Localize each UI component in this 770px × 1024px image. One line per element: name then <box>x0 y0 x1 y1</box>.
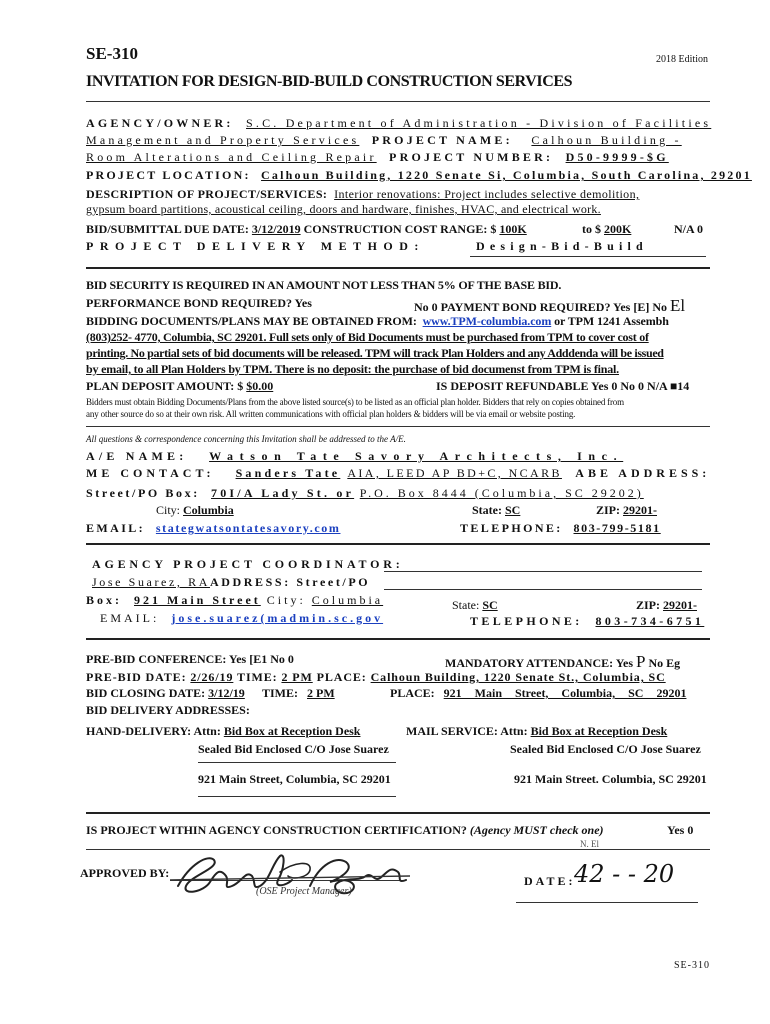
footer-form-id: SE-310 <box>674 960 710 971</box>
closing-place-line <box>390 686 686 701</box>
location-label: PROJECT LOCATION: <box>86 168 251 182</box>
cost-low-value: 100K <box>499 222 527 236</box>
closing-date-line <box>86 686 245 701</box>
ae-address-label: ABE ADDRESS: <box>575 466 711 480</box>
ae-street-label: Street/PO Box: <box>86 486 200 500</box>
description-label: DESCRIPTION OF PROJECT/SERVICES: <box>86 187 328 201</box>
closing-time-label: TIME: <box>262 686 298 700</box>
bidding-docs-line-1 <box>86 314 669 329</box>
bidding-docs-line-4: by email, to all Plan Holders by TPM. There is no deposit: the purchase of bid documenst from TPM is final. <box>86 362 619 376</box>
coordinator-phone-line <box>470 614 704 629</box>
bid-due-line <box>86 222 527 237</box>
cost-to-label: to $ <box>582 222 601 236</box>
signature-caption: (OSE Project Manager) <box>256 886 352 897</box>
mail-service-label: MAIL SERVICE: Attn: <box>406 724 528 738</box>
agency-owner-label: AGENCY/OWNER: <box>86 116 234 130</box>
payment-bond-label: No 0 PAYMENT BOND REQUIRED? Yes [E] No <box>414 300 668 314</box>
coordinator-address-rule <box>384 589 702 590</box>
coordinator-email-line <box>100 611 383 626</box>
coordinator-name: Jose Suarez, RA <box>92 575 210 589</box>
prebid-date-line <box>86 670 666 685</box>
section-rule-1 <box>86 267 710 269</box>
coordinator-phone-value: 803-734-6751 <box>595 614 705 628</box>
form-id: SE-310 <box>86 44 138 63</box>
agency-owner-value-2: Management and Property Services <box>86 133 360 147</box>
plan-deposit <box>86 379 273 394</box>
delivery-method-label: PROJECT DELIVERY METHOD: <box>86 239 425 253</box>
ae-zip <box>596 503 657 518</box>
project-number-value: D50-9999-$G <box>565 150 669 164</box>
ae-zip-value: 29201- <box>623 503 657 517</box>
coordinator-name-line <box>92 575 370 590</box>
agency-line-2 <box>86 133 682 148</box>
hand-delivery <box>86 724 360 739</box>
delivery-method-value: Design-Bid-Build <box>476 239 648 253</box>
ae-email-value[interactable]: stategwatsontatesavory.com <box>155 521 341 535</box>
mail-service-line-3: 921 Main Street. Columbia, SC 29201 <box>514 772 707 786</box>
closing-time-line <box>262 686 335 701</box>
hand-delivery-rule-2 <box>198 796 396 797</box>
mandatory-mark: P <box>636 652 646 671</box>
mail-service-line-2: Sealed Bid Enclosed C/O Jose Suarez <box>510 742 701 756</box>
ae-street-line <box>86 486 644 501</box>
mail-service <box>406 724 667 739</box>
section-rule-3 <box>86 543 710 545</box>
ae-contact-line <box>86 466 710 481</box>
ae-contact-creds: AIA, LEED AP BD+C, NCARB <box>347 466 562 480</box>
agency-line-3 <box>86 150 669 165</box>
ae-po-value: P.O. Box 8444 (Columbia, SC 29202) <box>359 486 644 500</box>
ae-name-value: Watson Tate Savory Architects, Inc. <box>209 449 624 463</box>
ae-street-value: 70I/A Lady St. or <box>211 486 355 500</box>
ae-email-line <box>86 521 340 536</box>
cost-high-value: 200K <box>604 222 632 236</box>
ae-state-label: State: <box>472 503 502 517</box>
delivery-method-rule <box>470 256 706 257</box>
ae-city <box>156 503 234 518</box>
bid-delivery-label: BID DELIVERY ADDRESSES: <box>86 703 250 717</box>
ae-city-value: Columbia <box>183 503 234 517</box>
ae-name-label: A/E NAME: <box>86 449 188 463</box>
edition-label: 2018 Edition <box>656 54 708 65</box>
agency-owner-value: S.C. Department of Administration - Division of Facilities <box>246 116 712 130</box>
hand-delivery-line-2: Sealed Bid Enclosed C/O Jose Suarez <box>198 742 389 756</box>
payment-bond-mark: El <box>670 296 686 315</box>
mandatory-label: MANDATORY ATTENDANCE: Yes <box>445 656 634 670</box>
coordinator-zip <box>636 598 697 613</box>
bidding-docs-label: BIDDING DOCUMENTS/PLANS MAY BE OBTAINED FROM: <box>86 314 417 328</box>
coordinator-state-value: SC <box>482 598 498 612</box>
closing-date-label: BID CLOSING DATE: <box>86 686 206 700</box>
certification-note: (Agency MUST check one) <box>469 823 604 837</box>
approved-by-label: APPROVED BY: <box>80 866 170 880</box>
approval-date-label: DATE: <box>524 874 576 888</box>
prebid-place-label: PLACE: <box>316 670 367 684</box>
plan-deposit-value: $0.00 <box>246 379 274 393</box>
cost-range-label: CONSTRUCTION COST RANGE: $ <box>303 222 497 236</box>
description-line-1 <box>86 187 639 202</box>
certification-answer-2: N. El <box>580 839 599 849</box>
coordinator-city-label: City: <box>266 593 306 607</box>
form-title: INVITATION FOR DESIGN-BID-BUILD CONSTRUCTION SERVICES <box>86 73 573 90</box>
ae-name-line <box>86 449 623 464</box>
closing-time-value: 2 PM <box>307 686 335 700</box>
bid-security-text: BID SECURITY IS REQUIRED IN AN AMOUNT NOT LESS THAN 5% OF THE BASE BID. <box>86 278 562 292</box>
agency-line-1 <box>86 116 711 131</box>
coordinator-zip-label: ZIP: <box>636 598 660 612</box>
location-value: Calhoun Building, 1220 Senate Si, Columbia, South Carolina, 29201 <box>261 168 752 182</box>
plan-deposit-label: PLAN DEPOSIT AMOUNT: $ <box>86 379 244 393</box>
hand-delivery-rule-1 <box>198 762 396 763</box>
description-value-1: Interior renovations: Project includes selective demolition, <box>334 187 640 201</box>
bid-due-value: 3/12/2019 <box>251 222 301 236</box>
description-value-2: gypsum board partitions, acoustical ceiling, doors and hardware, finishes, HVAC, and electrical work. <box>86 202 601 216</box>
small-print-1: Bidders must obtain Bidding Documents/Plans from the above listed source(s) to be listed as an official plan holder. Bidders that rely on copies obtained from <box>86 397 624 407</box>
prebid-conference: PRE-BID CONFERENCE: Yes [E1 No 0 <box>86 652 294 666</box>
prebid-place-value: Calhoun Building, 1220 Senate St., Columbia, SC <box>370 670 666 684</box>
ae-phone-line <box>460 521 661 536</box>
signature-image <box>160 846 420 904</box>
ae-note: All questions & correspondence concerning this Invitation shall be addressed to the A/E. <box>86 434 406 444</box>
coordinator-state-label: State: <box>452 598 480 612</box>
section-rule-4 <box>86 638 710 640</box>
payment-bond-text <box>414 296 685 316</box>
coordinator-city-value: Columbia <box>311 593 384 607</box>
prebid-date-label: PRE-BID DATE: <box>86 670 187 684</box>
hand-delivery-line-3: 921 Main Street, Columbia, SC 29201 <box>198 772 391 786</box>
certification-answer: Yes 0 <box>667 823 694 837</box>
coordinator-email-value[interactable]: jose.suarez(madmin.sc.gov <box>171 611 384 625</box>
ae-state <box>472 503 520 518</box>
project-name-label: PROJECT NAME: <box>371 133 513 147</box>
cost-na: N/A 0 <box>674 222 704 236</box>
ae-contact-name: Sanders Tate <box>235 466 341 480</box>
ae-zip-label: ZIP: <box>596 503 620 517</box>
prebid-time-value: 2 PM <box>281 670 313 684</box>
coordinator-box-line <box>86 593 383 608</box>
mandatory-attendance <box>445 652 680 672</box>
bid-due-label: BID/SUBMITTAL DUE DATE: <box>86 222 249 236</box>
hand-delivery-label: HAND-DELIVERY: Attn: <box>86 724 221 738</box>
ae-email-label: EMAIL: <box>86 521 146 535</box>
closing-place-value: 921 Main Street, Columbia, SC 29201 <box>443 686 687 700</box>
prebid-date-value: 2/26/19 <box>190 670 234 684</box>
coordinator-address-label: ADDRESS: Street/PO <box>209 575 371 589</box>
ae-city-label: City: <box>156 503 181 517</box>
coordinator-label: AGENCY PROJECT COORDINATOR: <box>92 557 404 571</box>
ae-phone-value: 803-799-5181 <box>573 521 661 535</box>
cost-high <box>582 222 631 237</box>
section-rule-2 <box>86 426 710 427</box>
ae-state-value: SC <box>505 503 521 517</box>
performance-bond-label: PERFORMANCE BOND REQUIRED? Yes <box>86 296 312 310</box>
project-name-value: Calhoun Building - <box>531 133 682 147</box>
coordinator-box-label: Box: <box>86 593 122 607</box>
mandatory-rest: No Eg <box>648 656 681 670</box>
deposit-refundable: IS DEPOSIT REFUNDABLE Yes 0 No 0 N/A ■14 <box>436 379 690 393</box>
bidding-docs-rest: or TPM 1241 Assembh <box>554 314 669 328</box>
project-number-label: PROJECT NUMBER: <box>389 150 554 164</box>
title-rule <box>86 101 710 102</box>
bidding-docs-line-3: printing. No partial sets of bid documents will be released. TPM will track Plan Holders and any Adddenda will be issued <box>86 346 664 360</box>
bidding-docs-line-2: (803)252- 4770, Columbia, SC 29201. Full sets only of Bid Documents must be purchased from TPM to cover cost of <box>86 330 649 344</box>
approval-date-value: 42 - - 20 <box>574 860 675 888</box>
coordinator-box-value: 921 Main Street <box>134 593 261 607</box>
project-location <box>86 168 752 183</box>
section-rule-5 <box>86 812 710 814</box>
coordinator-phone-label: TELEPHONE: <box>470 614 583 628</box>
closing-date-value: 3/12/19 <box>208 686 245 700</box>
small-print-2: any other source do so at their own risk. All written communications with official plan holders & bidders will be via email or website posting. <box>86 409 576 419</box>
coordinator-zip-value: 29201- <box>663 598 697 612</box>
certification-question: IS PROJECT WITHIN AGENCY CONSTRUCTION CERTIFICATION? <box>86 823 467 837</box>
mail-service-value: Bid Box at Reception Desk <box>530 724 668 738</box>
project-name-value-2: Room Alterations and Ceiling Repair <box>86 150 377 164</box>
coordinator-state <box>452 598 498 613</box>
prebid-time-label: TIME: <box>237 670 278 684</box>
certification-line <box>86 823 604 838</box>
tpm-link[interactable]: www.TPM-columbia.com <box>422 314 552 328</box>
coordinator-email-label: EMAIL: <box>100 611 160 625</box>
ae-phone-label: TELEPHONE: <box>460 521 563 535</box>
closing-place-label: PLACE: <box>390 686 435 700</box>
ae-contact-label: ME CONTACT: <box>86 466 215 480</box>
coordinator-rule <box>384 571 702 572</box>
hand-delivery-value: Bid Box at Reception Desk <box>223 724 361 738</box>
approval-date-rule <box>516 902 698 903</box>
